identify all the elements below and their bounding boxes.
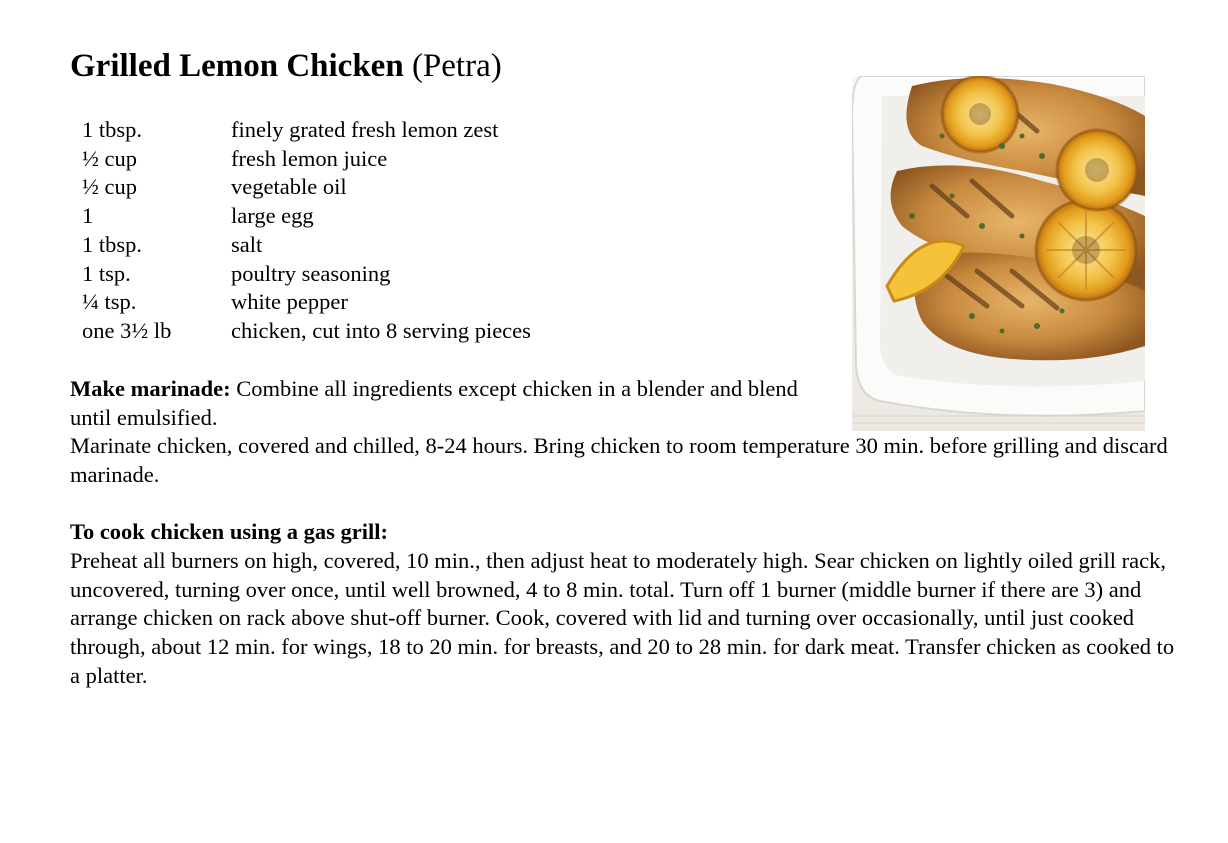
ingredient-quantity: one 3½ lb <box>82 317 172 343</box>
ingredient-quantity: ½ cup <box>82 174 137 200</box>
ingredient-quantity: 1 tsp. <box>82 260 131 286</box>
lemon-slice <box>1057 130 1137 210</box>
ingredient-row <box>82 173 531 202</box>
ingredients-list <box>82 116 531 346</box>
ingredient-quantity: 1 tbsp. <box>82 117 143 142</box>
ingredient-row <box>82 116 531 145</box>
ingredient-row <box>82 202 531 231</box>
ingredient-quantity: 1 tbsp. <box>82 231 143 257</box>
recipe-title-author: (Petra) <box>411 48 502 84</box>
ingredient-name: large egg <box>231 203 314 229</box>
lemon-slice <box>1036 200 1136 300</box>
recipe-title <box>70 44 502 88</box>
ingredient-name: finely grated fresh lemon zest <box>231 117 499 142</box>
marinade-instructions <box>70 375 830 432</box>
ingredient-row <box>82 288 531 317</box>
grilled-lemon-chicken-photo <box>852 76 1145 431</box>
ingredient-row <box>82 317 531 346</box>
ingredient-quantity: 1 <box>82 203 94 229</box>
ingredient-name: white pepper <box>231 289 348 315</box>
ingredient-name: vegetable oil <box>231 174 347 200</box>
ingredient-row <box>82 145 531 174</box>
lemon-slice <box>942 76 1018 152</box>
recipe-title-main: Grilled Lemon Chicken <box>70 48 404 84</box>
gas-grill-heading: To cook chicken using a gas grill: <box>70 519 388 544</box>
marinate-instructions: Marinate chicken, covered and chilled, 8-24 hours. Bring chicken to room temperature 30 min. before grilling and discard marinade. <box>70 433 1168 487</box>
marinade-text: Combine all ingredients except chicken in a blender and blend until emulsified. <box>70 376 798 430</box>
ingredient-row <box>82 231 531 260</box>
ingredient-name: poultry seasoning <box>231 260 391 286</box>
chicken-platter-illustration <box>852 76 1145 431</box>
ingredient-quantity: ½ cup <box>82 145 137 171</box>
ingredient-name: chicken, cut into 8 serving pieces <box>231 317 531 343</box>
marinade-label: Make marinade: <box>70 376 231 401</box>
ingredient-quantity: ¼ tsp. <box>82 289 137 315</box>
ingredient-row <box>82 260 531 289</box>
ingredient-name: salt <box>231 231 263 257</box>
gas-grill-instructions: Preheat all burners on high, covered, 10 min., then adjust heat to moderately high. Sear chicken on lightly oiled grill rack, uncovered, turning over once, until well browned, 4 to 8 min. total. Turn off 1 burner (middle burner if there are 3) and arrange chicken on rack above shut-off burner. Cook, covered with lid and turning over occasionally, until just cooked through, about 12 min. for wings, 18 to 20 min. for breasts, and 20 to 28 min. for dark meat. Transfer chicken as cooked to a platter. <box>70 548 1175 688</box>
ingredient-name: fresh lemon juice <box>231 145 388 171</box>
